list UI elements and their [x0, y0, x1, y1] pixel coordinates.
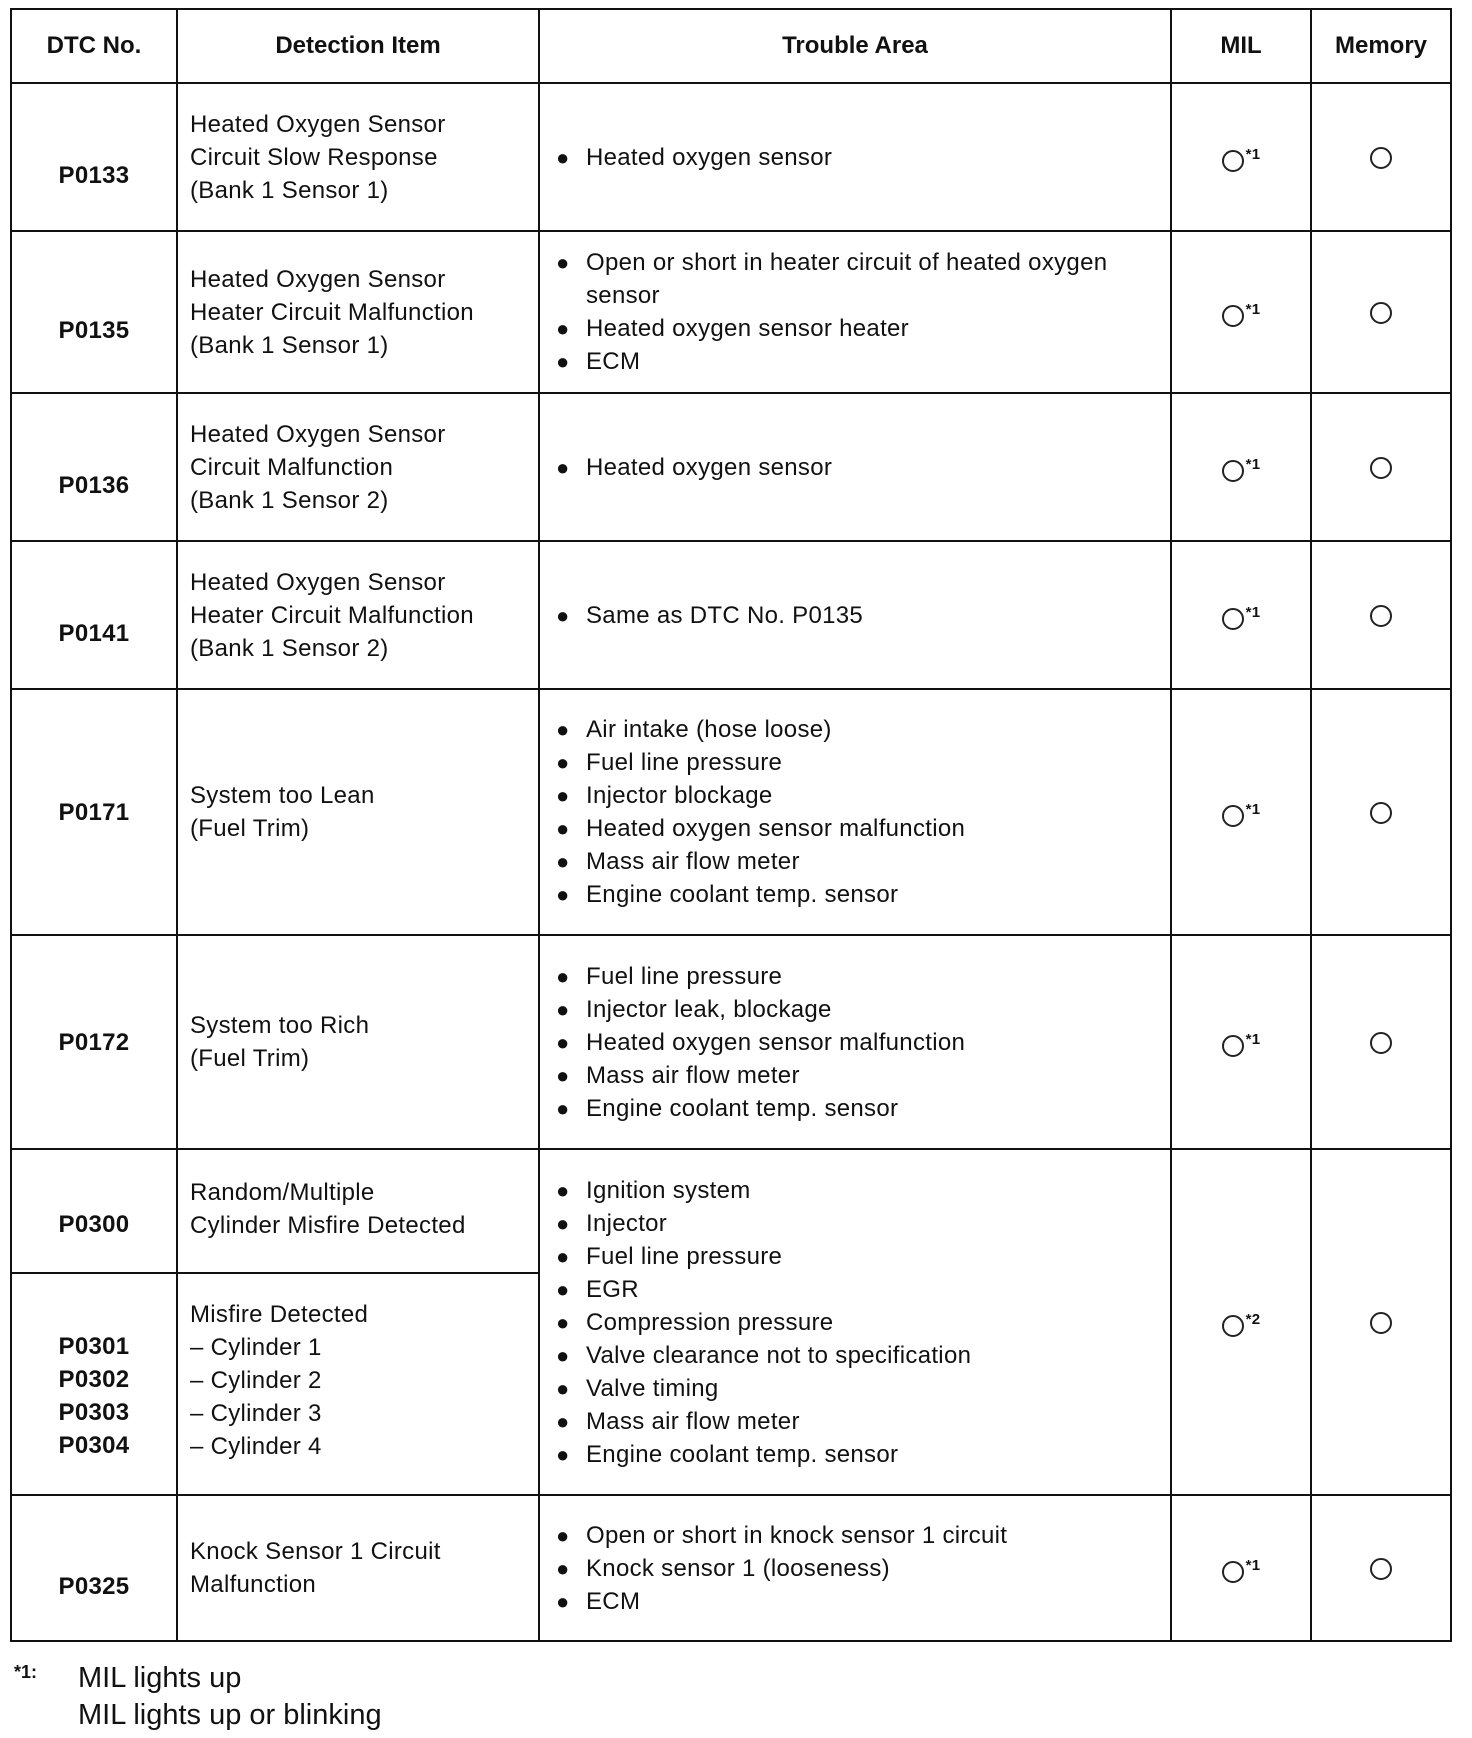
circle-mark-icon [1370, 302, 1392, 324]
memory-cell [1311, 935, 1451, 1149]
mil-cell [1171, 935, 1311, 1149]
trouble-area-cell [539, 393, 1171, 541]
detection-item-cell [177, 1149, 539, 1273]
trouble-item: ● Open or short in knock sensor 1 circuit [552, 1519, 1170, 1552]
detection-item-cell [177, 393, 539, 541]
detection-line: (Bank 1 Sensor 1) [190, 176, 389, 204]
trouble-item: ● Heated oxygen sensor heater [552, 312, 1170, 345]
memory-cell [1311, 1149, 1451, 1495]
bullet-icon: ● [556, 1276, 570, 1302]
trouble-item: ● Heated oxygen sensor [552, 451, 1170, 484]
bullet-icon: ● [556, 1210, 570, 1236]
circle-mark-icon [1222, 1035, 1244, 1057]
trouble-item: ● Mass air flow meter [552, 845, 1170, 878]
trouble-item: ● Same as DTC No. P0135 [552, 599, 1170, 632]
header-mil: MIL [1171, 9, 1311, 83]
dtc-code: P0133 [58, 161, 130, 189]
circle-mark-icon [1222, 460, 1244, 482]
detection-item-cell [177, 83, 539, 231]
trouble-area-cell [539, 541, 1171, 689]
header-row [11, 9, 1451, 83]
header-memory: Memory [1311, 9, 1451, 83]
dtc-code-cell [11, 1149, 177, 1273]
mil-footnote-ref: *1 [1245, 146, 1261, 163]
trouble-item: ● Valve clearance not to specification [552, 1339, 1170, 1372]
trouble-item: ● Compression pressure [552, 1306, 1170, 1339]
memory-cell [1311, 83, 1451, 231]
detection-line: Malfunction [190, 1571, 317, 1598]
bullet-icon: ● [556, 816, 570, 841]
dtc-code: P0136 [58, 471, 130, 499]
detection-line: (Fuel Trim) [190, 815, 310, 842]
detection-line: Heated Oxygen Sensor [190, 420, 446, 448]
detection-item-cell [177, 935, 539, 1149]
bullet-icon: ● [556, 349, 570, 374]
detection-line: – Cylinder 1 [190, 1334, 322, 1361]
detection-line: – Cylinder 2 [190, 1367, 322, 1394]
bullet-icon: ● [556, 882, 570, 907]
circle-mark-icon [1222, 805, 1244, 827]
circle-mark-icon [1370, 1032, 1392, 1054]
table-row [11, 231, 1451, 393]
detection-line: (Bank 1 Sensor 2) [190, 486, 389, 514]
bullet-icon: ● [556, 717, 570, 742]
bullet-icon: ● [556, 1441, 570, 1467]
circle-mark-icon [1370, 147, 1392, 169]
detection-line: – Cylinder 3 [190, 1400, 322, 1427]
dtc-code: P0171 [58, 798, 130, 826]
detection-line: System too Lean [190, 782, 375, 809]
dtc-code-cell [11, 541, 177, 689]
trouble-item: ● Mass air flow meter [552, 1405, 1170, 1438]
mil-footnote-ref: *1 [1245, 1557, 1261, 1574]
table-row [11, 83, 1451, 231]
bullet-icon: ● [556, 144, 570, 170]
mil-cell [1171, 541, 1311, 689]
mil-footnote-ref: *1 [1245, 1031, 1261, 1048]
mil-footnote-ref: *1 [1245, 604, 1261, 621]
bullet-icon: ● [556, 783, 570, 808]
detection-item-cell [177, 1495, 539, 1641]
detection-line: Heater Circuit Malfunction [190, 601, 474, 629]
bullet-icon: ● [556, 250, 570, 275]
dtc-code-cell [11, 1495, 177, 1641]
trouble-item: ● Fuel line pressure [552, 960, 1170, 993]
bullet-icon: ● [556, 996, 570, 1022]
trouble-item: ● Injector blockage [552, 779, 1170, 812]
bullet-icon: ● [556, 1062, 570, 1088]
detection-line: Heated Oxygen Sensor [190, 265, 446, 293]
bullet-icon: ● [556, 849, 570, 874]
trouble-area-cell [539, 935, 1171, 1149]
circle-mark-icon [1222, 1561, 1244, 1583]
dtc-code-cell [11, 231, 177, 393]
detection-line: Random/Multiple [190, 1179, 375, 1206]
dtc-code-cell [11, 935, 177, 1149]
header-trouble-area: Trouble Area [539, 9, 1171, 83]
table-row [11, 935, 1451, 1149]
circle-mark-icon [1370, 457, 1392, 479]
memory-cell [1311, 689, 1451, 935]
trouble-item: ● Ignition system [552, 1174, 1170, 1207]
mil-footnote-ref: *1 [1245, 801, 1261, 818]
bullet-icon: ● [556, 1588, 570, 1614]
bullet-icon: ● [556, 1342, 570, 1368]
circle-mark-icon [1222, 150, 1244, 172]
circle-mark-icon [1370, 605, 1392, 627]
dtc-code: P0172 [58, 1028, 130, 1056]
detection-line: (Bank 1 Sensor 2) [190, 634, 389, 662]
trouble-item: ● Valve timing [552, 1372, 1170, 1405]
detection-line: (Bank 1 Sensor 1) [190, 331, 389, 359]
memory-cell [1311, 231, 1451, 393]
detection-line: Cylinder Misfire Detected [190, 1212, 466, 1239]
dtc-code: P0141 [58, 619, 130, 647]
mil-cell [1171, 1149, 1311, 1495]
detection-line: Knock Sensor 1 Circuit [190, 1538, 441, 1565]
bullet-icon: ● [556, 1095, 570, 1121]
memory-cell [1311, 393, 1451, 541]
bullet-icon: ● [556, 1243, 570, 1269]
bullet-icon: ● [556, 1309, 570, 1335]
mil-cell [1171, 231, 1311, 393]
trouble-item: ● Mass air flow meter [552, 1059, 1170, 1092]
trouble-area-cell [539, 689, 1171, 935]
bullet-icon: ● [556, 1177, 570, 1203]
detection-line: Heated Oxygen Sensor [190, 568, 446, 596]
memory-cell [1311, 1495, 1451, 1641]
dtc-code-cell [11, 393, 177, 541]
trouble-item: ● Air intake (hose loose) [552, 713, 1170, 746]
header-dtc-no: DTC No. [11, 9, 177, 83]
trouble-item: ● Fuel line pressure [552, 1240, 1170, 1273]
mil-footnote-ref: *2 [1245, 1311, 1261, 1328]
detection-item-cell [177, 689, 539, 935]
table-row [11, 1495, 1451, 1641]
table-row [11, 393, 1451, 541]
bullet-icon: ● [556, 1555, 570, 1581]
trouble-item: ● Heated oxygen sensor [552, 141, 1170, 174]
trouble-item: ● Engine coolant temp. sensor [552, 878, 1170, 911]
mil-cell [1171, 1495, 1311, 1641]
detection-line: System too Rich [190, 1012, 370, 1039]
dtc-code: P0304 [58, 1432, 130, 1459]
dtc-code: P0135 [58, 316, 130, 344]
trouble-item: ● Fuel line pressure [552, 746, 1170, 779]
dtc-table [10, 8, 1452, 1642]
detection-line: Heater Circuit Malfunction [190, 298, 474, 326]
bullet-icon: ● [556, 602, 570, 628]
trouble-item: ● Engine coolant temp. sensor [552, 1438, 1170, 1471]
trouble-area-cell [539, 1149, 1171, 1495]
dtc-code: P0325 [58, 1572, 130, 1600]
dtc-code-cell [11, 1273, 177, 1495]
circle-mark-icon [1370, 802, 1392, 824]
mil-cell [1171, 83, 1311, 231]
footnote-text: MIL lights up [78, 1662, 242, 1694]
mil-cell [1171, 393, 1311, 541]
circle-mark-icon [1370, 1558, 1392, 1580]
bullet-icon: ● [556, 316, 570, 341]
detection-line: Circuit Malfunction [190, 453, 394, 481]
trouble-item: ● Engine coolant temp. sensor [552, 1092, 1170, 1125]
circle-mark-icon [1222, 608, 1244, 630]
trouble-area-cell [539, 231, 1171, 393]
detection-item-cell [177, 541, 539, 689]
trouble-item: ● EGR [552, 1273, 1170, 1306]
mil-footnote-ref: *1 [1245, 456, 1261, 473]
footnote-text: MIL lights up or blinking [78, 1699, 382, 1731]
trouble-area-cell [539, 83, 1171, 231]
detection-line: Circuit Slow Response [190, 143, 438, 171]
detection-item-cell [177, 1273, 539, 1495]
table-row [11, 1149, 1451, 1273]
dtc-code: P0300 [58, 1210, 130, 1238]
table-row [11, 689, 1451, 935]
circle-mark-icon [1222, 1315, 1244, 1337]
bullet-icon: ● [556, 963, 570, 989]
dtc-code-cell [11, 83, 177, 231]
dtc-code: P0302 [58, 1366, 130, 1393]
detection-line: – Cylinder 4 [190, 1433, 322, 1460]
detection-line: Misfire Detected [190, 1301, 369, 1328]
detection-line: Heated Oxygen Sensor [190, 110, 446, 138]
trouble-item: ● ECM [552, 1585, 1170, 1618]
trouble-item: ● Injector [552, 1207, 1170, 1240]
bullet-icon: ● [556, 750, 570, 775]
bullet-icon: ● [556, 1375, 570, 1401]
trouble-item: ● Knock sensor 1 (looseness) [552, 1552, 1170, 1585]
trouble-item: ● Heated oxygen sensor malfunction [552, 812, 1170, 845]
mil-footnote-ref: *1 [1245, 301, 1261, 318]
trouble-area-cell [539, 1495, 1171, 1641]
dtc-code-cell [11, 689, 177, 935]
bullet-icon: ● [556, 454, 570, 480]
dtc-code: P0301 [58, 1333, 130, 1360]
trouble-item: ● Open or short in heater circuit of heated oxygen sensor [552, 246, 1170, 312]
footnote-marker: *1: [14, 1662, 38, 1682]
memory-cell [1311, 541, 1451, 689]
bullet-icon: ● [556, 1029, 570, 1055]
dtc-code: P0303 [58, 1399, 130, 1426]
header-detection-item: Detection Item [177, 9, 539, 83]
mil-cell [1171, 689, 1311, 935]
bullet-icon: ● [556, 1522, 570, 1548]
circle-mark-icon [1222, 305, 1244, 327]
trouble-item: ● Heated oxygen sensor malfunction [552, 1026, 1170, 1059]
detection-line: (Fuel Trim) [190, 1045, 310, 1072]
circle-mark-icon [1370, 1312, 1392, 1334]
trouble-item: ● Injector leak, blockage [552, 993, 1170, 1026]
detection-item-cell [177, 231, 539, 393]
bullet-icon: ● [556, 1408, 570, 1434]
trouble-item: ● ECM [552, 345, 1170, 378]
table-row [11, 541, 1451, 689]
